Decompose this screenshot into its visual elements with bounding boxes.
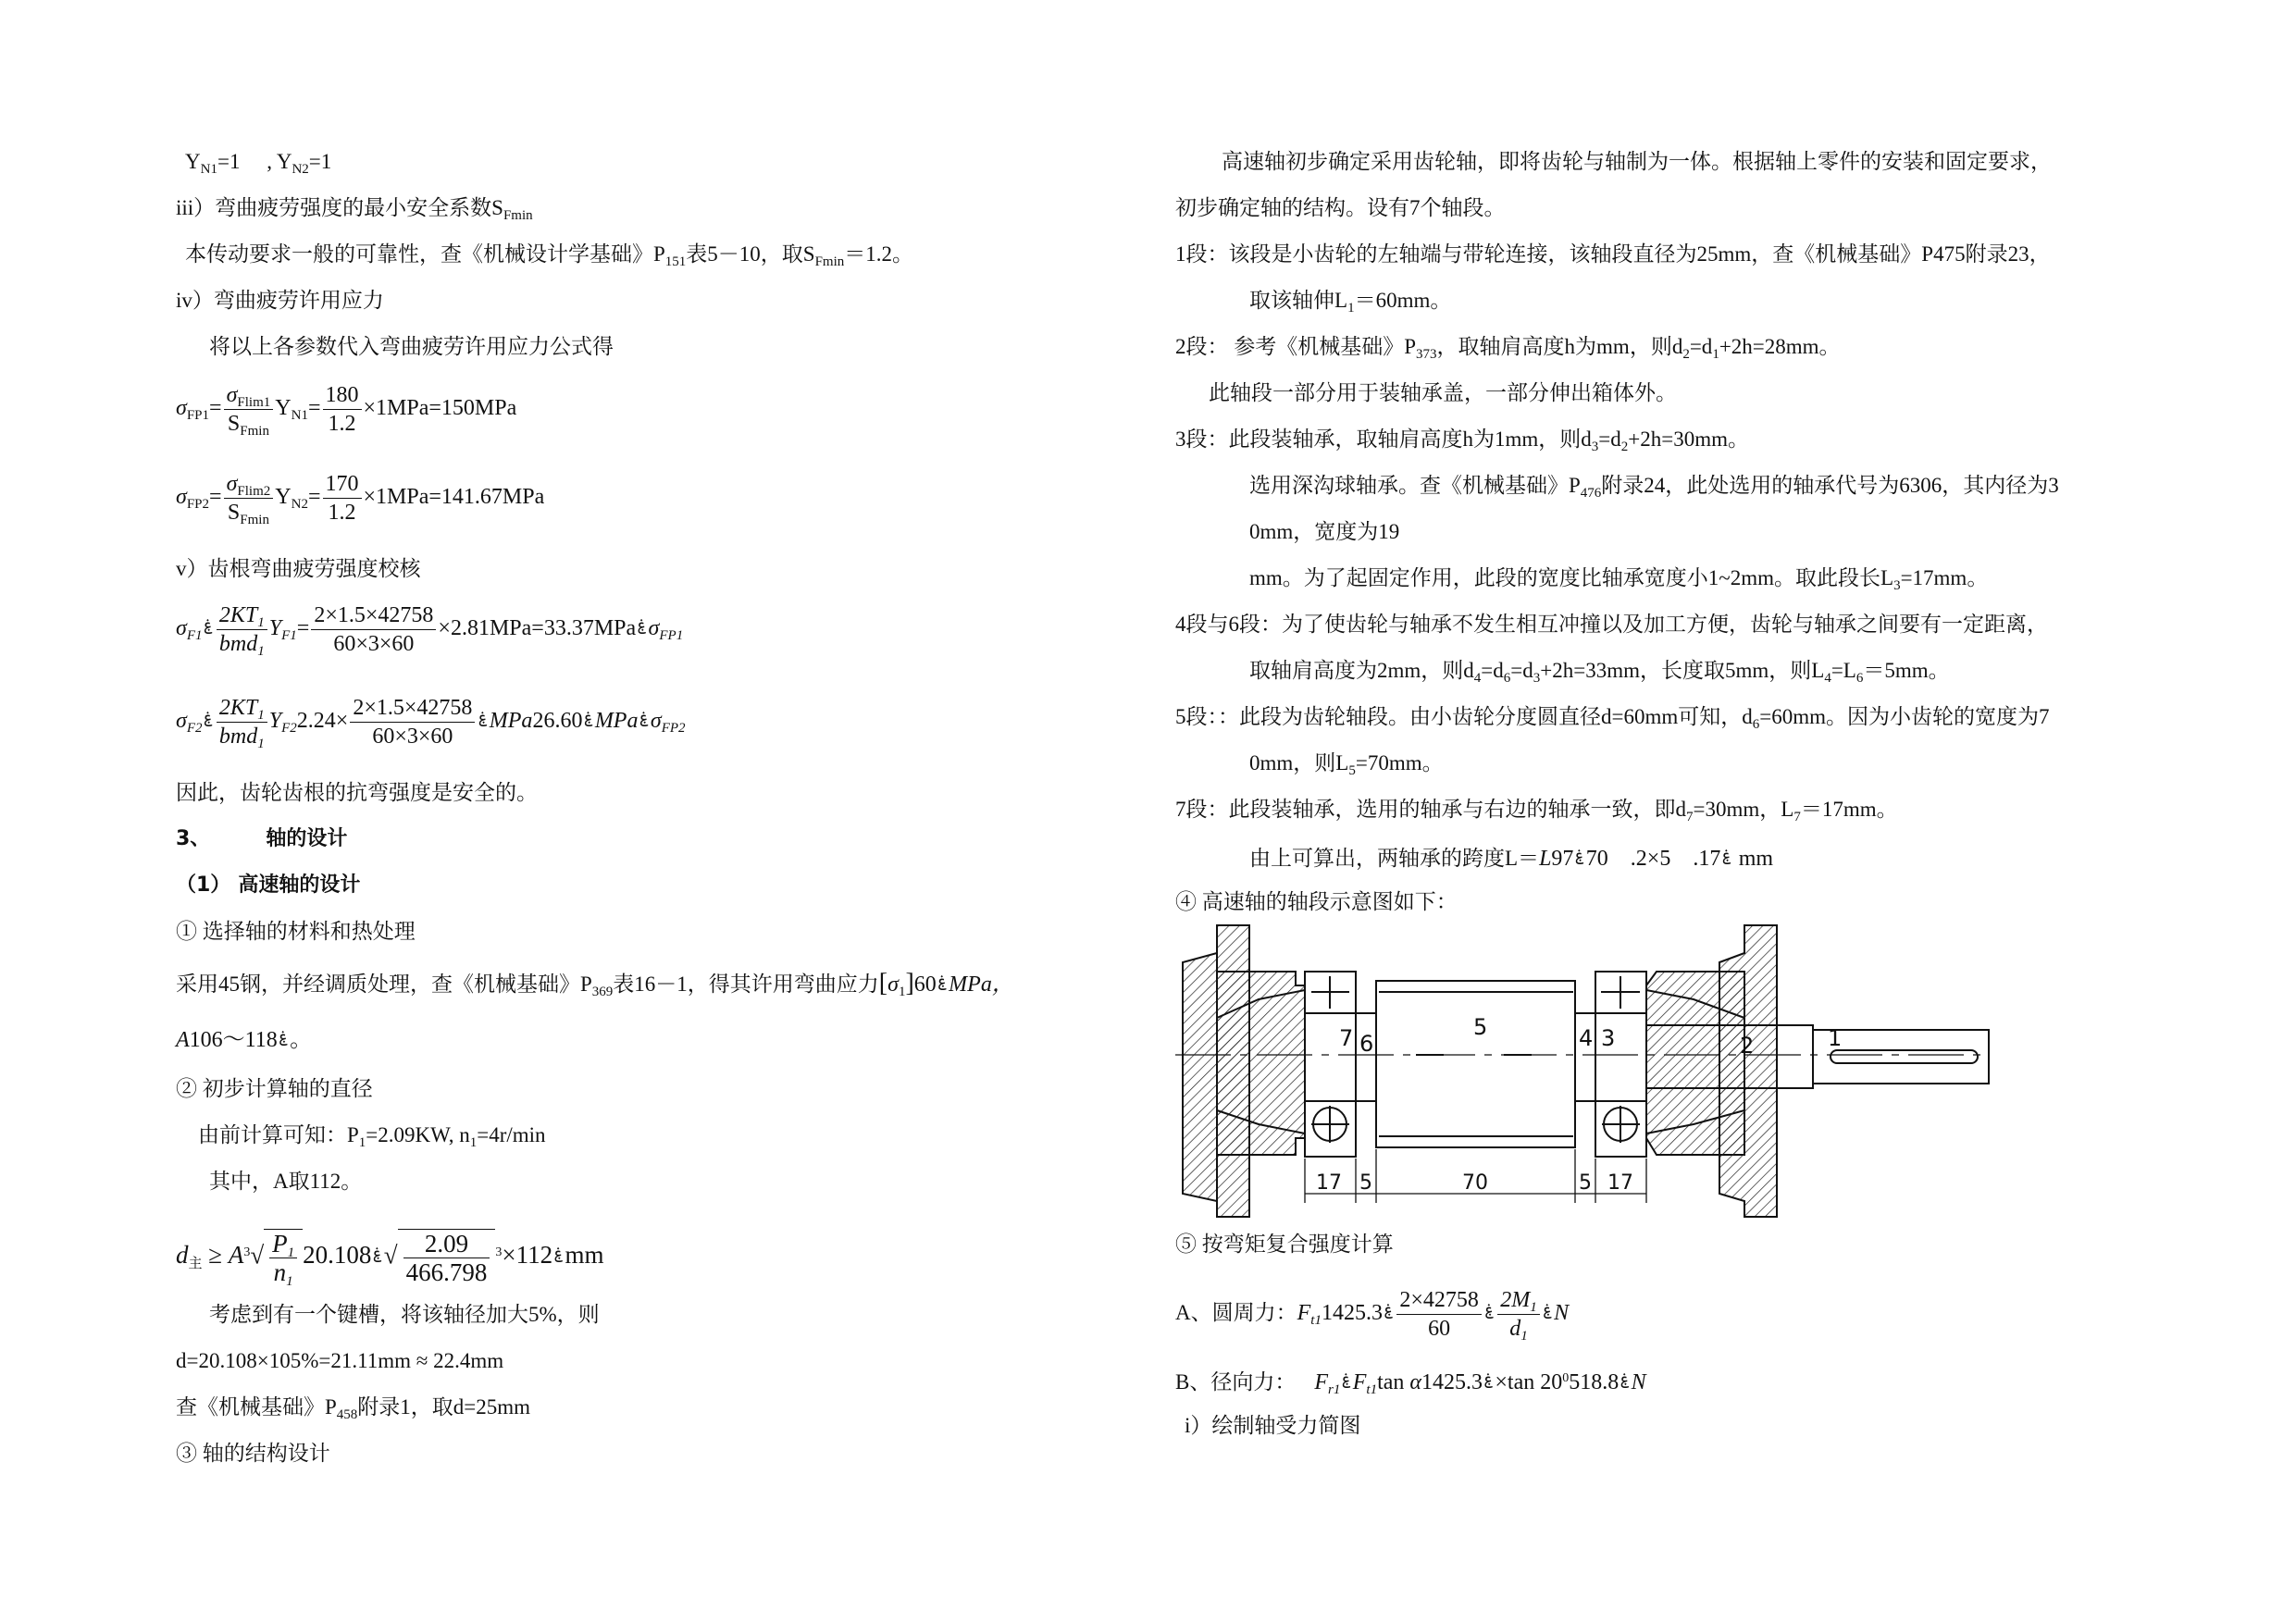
segment-label: 7 (1339, 1025, 1354, 1051)
gear-segment (1376, 981, 1575, 1147)
segment-7: 7段：此段装轴承，选用的轴承与右边的轴承一致，即$d_7=30mm$，$L_7=17mm$。 (1175, 798, 1898, 824)
segment-label: 5 (1473, 1014, 1488, 1040)
reliability-text: 本传动要求一般的可靠性，查《机械设计学基础》$P_{151}$表5－10，取$S_{Fmin}=1.2$。 (185, 242, 914, 269)
shaft-diagram (1175, 916, 1990, 1221)
segment-3-line-d: mm。为了起固定作用，此段的宽度比轴承宽度小1~2mm。取此段长$L_3=17mm$。 (1249, 566, 1989, 593)
dimension-label: 17 (1607, 1171, 1633, 1195)
segment-label: 4 (1579, 1025, 1594, 1051)
intro-line-2: 初步确定轴的结构。设有7个轴段。 (1175, 196, 1506, 219)
segment-3-line-a: 3段：此段装轴承，取轴肩高度h为1mm，则$d_3=d_2+2h=30mm$。 (1175, 427, 1749, 454)
formula-tangential-force: A、圆周力：$F_{t1}^ۼ$ $\frac{2M_1}{d_1}$ $^ۼ$ $\frac{2\times 42758}{60}$ $^ۼ$1425.3 N (1175, 1288, 1570, 1344)
formula-sigma-fp1: $\sigma_{FP1}=$ $\frac{\sigma_{Flim1}}{S_{Fmin}}$ $Y_{N1}=$ $\frac{180}{1.2}$ ×1MPa=150MPa (176, 383, 517, 439)
a-take-text: 其中，A取112。 (209, 1170, 363, 1193)
keyway-text: 考虑到有一个键槽，将该轴径加大5%，则 (209, 1303, 600, 1326)
keyway (1831, 1050, 1978, 1063)
subsection-1-heading: （1） 高速轴的设计 (176, 873, 361, 897)
formula-radial-force: B、径向力： $F_{r1}^ۼF_{t1}\tan$ α $^ۼ$1425.3×tan $20^0$ $^ۼ$518.8 N (1175, 1370, 1646, 1397)
segment-label: 6 (1359, 1031, 1374, 1057)
intro-line-1: 高速轴初步确定采用齿轮轴，即将齿轮与轴制为一体。根据轴上零件的安装和固定要求， (1222, 150, 2052, 173)
material-text: 采用45钢，并经调质处理，查《机械基础》$P_{369}$表16－1，得其许用弯曲应力$[\sigma_1]$ $^ۼ$60 MPa， (176, 969, 1014, 999)
item-iii-heading: iii）弯曲疲劳强度的最小安全系数$S_{Fmin}$ (176, 196, 533, 223)
segment-label: 3 (1601, 1025, 1616, 1051)
segment-label: 1 (1828, 1025, 1843, 1051)
yn-values: $Y_{N1}=1$ , $Y_{N2}=1$ (185, 150, 332, 177)
dimension-label: 70 (1462, 1171, 1488, 1195)
right-housing-wall (1719, 925, 1777, 1217)
formula-diameter: $d_主 \ge A^3√$ $\frac{P_1}{n_1}$ $^ۼ$112×$^3$√ $\frac{2.09}{466.798}$ $^ۼ$20.108mm (176, 1230, 604, 1289)
segment-2-line-a: 2段： 参考《机械基础》$P_{373}$，取轴肩高度h为mm，则$d_2=d_1+2h=28mm$。 (1175, 335, 1841, 362)
formula-sigma-f2: $\sigma_{F2}^ۼ$ $\frac{2KT_1}{bmd_1}$ $Y_{F2}^ۼ$ $\frac{2\times 1.5\times 42758}{60\times 3\times 60}$ ×2.24 MPa $^ۼ$26.60 MPa $^ۼ\sigma_{FP2}$ (176, 696, 686, 751)
segment-46-line-a: 4段与6段：为了使齿轮与轴承不发生相互冲撞以及加工方便，齿轮与轴承之间要有一定距离， (1175, 613, 2048, 636)
dimension-label: 5 (1579, 1171, 1592, 1195)
span-calculation: 由上可算出，两轴承的跨度L＝L $^ۼ$17. 5×2. $70^ۼ97$ mm (1249, 847, 1774, 871)
segment-2-line-b: 此轴段一部分用于装轴承盖，一部分伸出箱体外。 (1209, 381, 1677, 404)
step-4-heading: ④ 高速轴的轴段示意图如下： (1175, 890, 1458, 913)
segment-1-line-a: 1段：该段是小齿轮的左轴端与带轮连接，该轴段直径为25mm，查《机械基础》P475附录23， (1175, 242, 2051, 266)
given-values: 由前计算可知：$P_1=2.09KW$, $n_1=4r/\min$ (198, 1123, 546, 1150)
formula-sigma-f1: $\sigma_{F1}^ۼ$ $\frac{2KT_1}{bmd_1}$ $Y_{F1}=$ $\frac{2\times 1.5\times 42758}{60\times 3\times 60}$ ×2.81MPa=33.37MPa $^ۼ\sigma_{FP1}$ (176, 603, 684, 659)
formula-sigma-fp2: $\sigma_{FP2}=$ $\frac{\sigma_{Flim2}}{S_{Fmin}}$ $Y_{N2}=$ $\frac{170}{1.2}$ ×1MPa=141.67MPa (176, 472, 545, 527)
segment-5-line-b: 0mm，则$L_5=70mm$。 (1249, 751, 1444, 778)
segment-46-line-b: 取轴肩高度为2mm，则$d_4=d_6=d_3+2h=33mm$，长度取5mm，则$L_4=L_6=5mm$。 (1249, 659, 1950, 686)
dimension-label: 17 (1316, 1171, 1342, 1195)
step-5-heading: ⑤ 按弯矩复合强度计算 (1175, 1233, 1394, 1256)
item-i-heading: i）绘制轴受力简图 (1185, 1414, 1361, 1437)
step-3-heading: ③ 轴的结构设计 (176, 1442, 330, 1465)
segment-5-line-a: 5段：：此段为齿轮轴段。由小齿轮分度圆直径d=60mm可知，$d_6=60mm$。因为小齿轮的宽度为7 (1175, 705, 2050, 732)
step-2-heading: ② 初步计算轴的直径 (176, 1077, 373, 1100)
segment-3-line-b: 选用深沟球轴承。查《机械基础》$P_{476}$附录24，此处选用的轴承代号为6306，其内径为3 (1249, 474, 2059, 501)
substitution-text: 将以上各参数代入弯曲疲劳许用应力公式得 (209, 335, 614, 358)
section-3-heading: 3、 轴的设计 (176, 827, 348, 850)
conclusion-text: 因此，齿轮齿根的抗弯强度是安全的。 (176, 781, 538, 804)
segment-3-line-c: 0mm，宽度为19 (1249, 520, 1400, 543)
dimension-label: 5 (1359, 1171, 1372, 1195)
d-calculation: d=20.108×105%=21.11mm ≈ 22.4mm (176, 1349, 504, 1372)
a-range: A $^ۼ$118～106。 (176, 1028, 313, 1052)
item-iv-heading: iv）弯曲疲劳许用应力 (176, 289, 384, 312)
step-1-heading: ① 选择轴的材料和热处理 (176, 920, 416, 943)
d-lookup: 查《机械基础》$P_{458}$附录1，取d=25mm (176, 1395, 531, 1422)
item-v-heading: v）齿根弯曲疲劳强度校核 (176, 557, 421, 580)
segment-1-line-b: 取该轴伸$L_1=60mm$。 (1249, 289, 1452, 316)
segment-label: 2 (1740, 1033, 1755, 1059)
